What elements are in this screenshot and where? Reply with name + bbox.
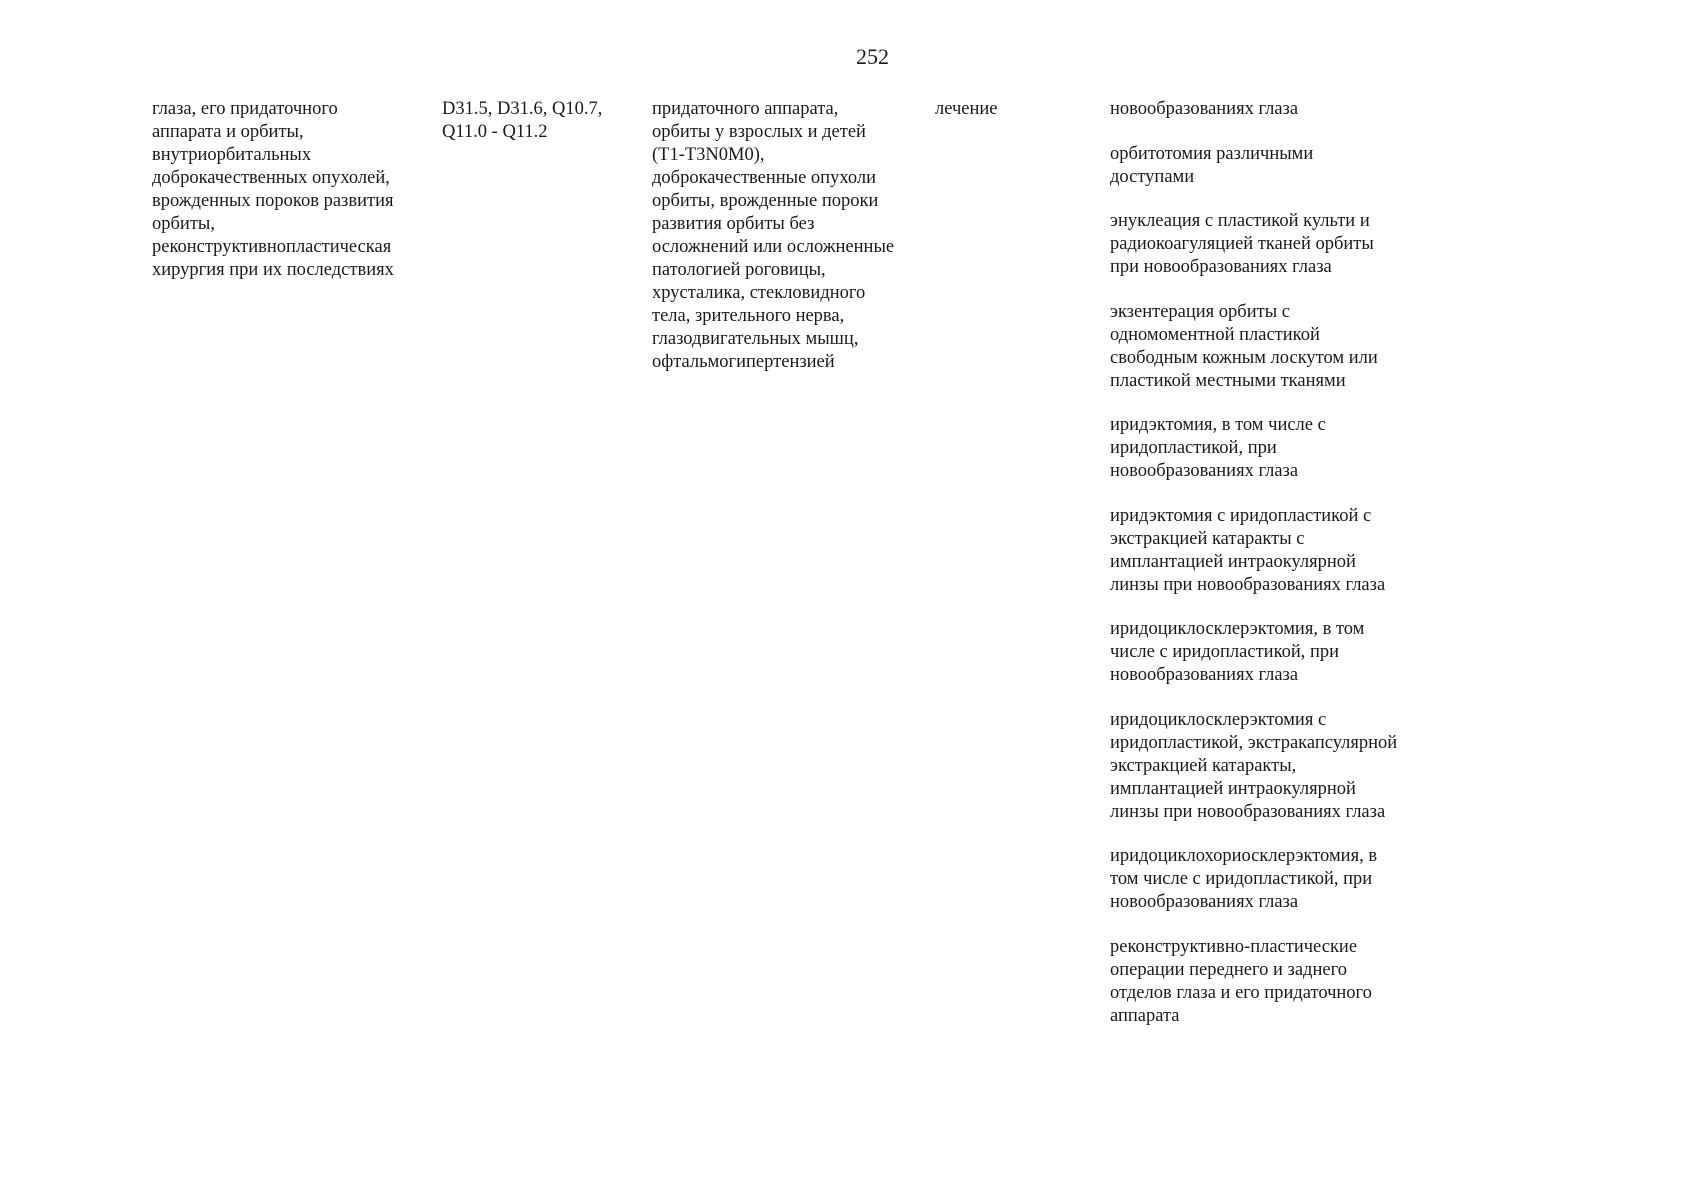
description-line: орбиты у взрослых и детей bbox=[652, 122, 866, 142]
method-line: экстракцией катаракты, bbox=[1110, 755, 1297, 776]
codes-column bbox=[442, 98, 602, 144]
description-line: патологией роговицы, bbox=[652, 260, 826, 280]
method-line: иридэктомия, в том числе с bbox=[1110, 415, 1326, 435]
description-line: доброкачественные опухоли bbox=[652, 168, 877, 188]
method-item bbox=[1110, 210, 1397, 279]
condition-column bbox=[152, 98, 394, 282]
method-line: орбитотомия различными bbox=[1110, 143, 1314, 164]
method-item bbox=[1110, 414, 1397, 483]
condition-line: внутриорбитальных bbox=[152, 145, 312, 165]
treatment-type-column bbox=[935, 98, 998, 121]
method-line: новообразованиях глаза bbox=[1110, 665, 1299, 685]
method-line: том числе с иридопластикой, при bbox=[1110, 869, 1373, 889]
treatment-type: лечение bbox=[935, 99, 998, 119]
method-line: энуклеация с пластикой культи и bbox=[1110, 211, 1370, 231]
method-line: иридоциклосклерэктомия с bbox=[1110, 709, 1327, 730]
method-line: операции переднего и заднего bbox=[1110, 959, 1347, 980]
method-line: имплантацией интраокулярной bbox=[1110, 778, 1356, 799]
description-line: придаточного аппарата, bbox=[652, 99, 839, 119]
method-line: иридопластикой, экстракапсулярной bbox=[1110, 732, 1398, 753]
description-line: орбиты, врожденные пороки bbox=[652, 191, 879, 211]
method-line: линзы при новообразованиях глаза bbox=[1110, 801, 1386, 822]
method-line: линзы при новообразованиях глаза bbox=[1110, 574, 1386, 595]
method-item bbox=[1110, 709, 1397, 824]
method-line: иридоциклохориосклерэктомия, в bbox=[1110, 846, 1378, 866]
page-number: 252 bbox=[856, 44, 889, 69]
method-line: при новообразованиях глаза bbox=[1110, 257, 1332, 277]
method-item bbox=[1110, 936, 1397, 1028]
method-line: одномоментной пластикой bbox=[1110, 324, 1320, 345]
method-item bbox=[1110, 301, 1397, 393]
description-line: офтальмогипертензией bbox=[652, 352, 835, 372]
method-item bbox=[1110, 143, 1397, 189]
condition-line: хирургия при их последствиях bbox=[152, 260, 394, 280]
method-line: отделов глаза и его придаточного bbox=[1110, 982, 1372, 1003]
condition-line: орбиты, bbox=[152, 214, 215, 234]
method-line: экзентерация орбиты с bbox=[1110, 301, 1290, 322]
condition-line: врожденных пороков развития bbox=[152, 191, 394, 211]
condition-line: аппарата и орбиты, bbox=[152, 122, 304, 142]
description-line: глазодвигательных мышц, bbox=[652, 329, 859, 349]
method-line: имплантацией интраокулярной bbox=[1110, 551, 1356, 572]
method-line: аппарата bbox=[1110, 1005, 1180, 1026]
method-line: иридэктомия с иридопластикой с bbox=[1110, 505, 1372, 526]
method-line: свободным кожным лоскутом или bbox=[1110, 347, 1378, 368]
codes-line: Q11.0 - Q11.2 bbox=[442, 122, 548, 142]
condition-line: глаза, его придаточного bbox=[152, 99, 338, 119]
description-line: хрусталика, стекловидного bbox=[652, 283, 866, 303]
codes-line: D31.5, D31.6, Q10.7, bbox=[442, 99, 603, 119]
method-item bbox=[1110, 98, 1397, 121]
method-line: реконструктивно-пластические bbox=[1110, 936, 1358, 957]
method-line: радиокоагуляцией тканей орбиты bbox=[1110, 234, 1374, 254]
method-item bbox=[1110, 505, 1397, 597]
description-line: развития орбиты без bbox=[652, 214, 815, 234]
description-line: осложнений или осложненные bbox=[652, 237, 895, 257]
condition-line: доброкачественных опухолей, bbox=[152, 168, 390, 188]
description-line: тела, зрительного нерва, bbox=[652, 306, 845, 326]
method-line: иридоциклосклерэктомия, в том bbox=[1110, 619, 1365, 639]
method-line: иридопластикой, при bbox=[1110, 438, 1277, 458]
method-line: числе с иридопластикой, при bbox=[1110, 642, 1340, 662]
condition-line: реконструктивнопластическая bbox=[152, 237, 392, 257]
method-line: новообразованиях глаза bbox=[1110, 892, 1299, 912]
description-line: (T1-T3N0M0), bbox=[652, 145, 765, 165]
method-line: новообразованиях глаза bbox=[1110, 461, 1299, 481]
description-column bbox=[652, 98, 894, 374]
method-line: доступами bbox=[1110, 166, 1195, 187]
method-line: экстракцией катаракты с bbox=[1110, 528, 1305, 549]
method-item bbox=[1110, 618, 1397, 687]
method-item bbox=[1110, 845, 1397, 914]
methods-column bbox=[1110, 98, 1397, 1049]
method-line: новообразованиях глаза bbox=[1110, 99, 1299, 119]
method-line: пластикой местными тканями bbox=[1110, 370, 1346, 391]
